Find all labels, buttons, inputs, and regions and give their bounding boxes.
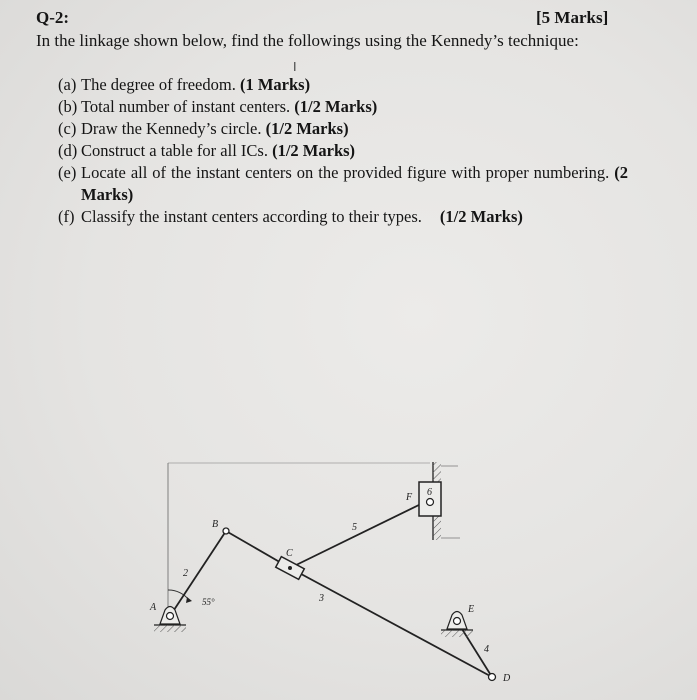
label-e: E [468, 604, 475, 615]
question-marks: [5 Marks] [536, 8, 609, 27]
text-cursor-icon: I [293, 60, 297, 74]
item-marks: (1 Marks) [239, 75, 311, 94]
item-tag: (f) [58, 207, 75, 226]
label-link-2: 2 [183, 568, 188, 579]
label-link-5: 5 [352, 522, 357, 533]
item-text: Locate all of the instant centers on the provided figure with proper numbering. (2 Marks) [81, 163, 628, 204]
pin-f [427, 499, 434, 506]
label-b: B [212, 519, 219, 530]
pin-c [288, 566, 292, 570]
link-2 [170, 531, 226, 616]
item-tag: (c) [58, 119, 77, 138]
item-tag: (a) [58, 75, 77, 94]
ground-pivot-e [441, 612, 473, 638]
label-d: D [503, 673, 511, 684]
pin-b [223, 528, 229, 534]
label-link-3: 3 [319, 593, 324, 604]
item-marks: (1/2 Marks) [439, 207, 523, 226]
label-a: A [150, 602, 157, 613]
pin-d [489, 674, 496, 681]
question-id: Q-2: [36, 8, 70, 27]
item-text: Total number of instant centers. (1/2 Marks) [81, 97, 378, 116]
question-intro: In the linkage shown below, find the followings using the Kennedy’s technique: [36, 31, 579, 50]
label-link-6: 6 [427, 487, 432, 498]
label-f: F [406, 492, 413, 503]
item-text: Draw the Kennedy’s circle. (1/2 Marks) [81, 119, 349, 138]
item-marks: (2 Marks) [81, 163, 628, 204]
item-tag: (b) [58, 97, 78, 116]
item-text: The degree of freedom. (1 Marks) [81, 75, 311, 94]
item-text: Classify the instant centers according to their types. (1/2 Marks) [81, 207, 523, 226]
label-link-4: 4 [484, 644, 489, 655]
item-marks: (1/2 Marks) [265, 119, 349, 138]
label-angle: 55° [202, 597, 215, 607]
link-5 [290, 502, 425, 568]
item-marks: (1/2 Marks) [294, 97, 378, 116]
item-marks: (1/2 Marks) [272, 141, 356, 160]
item-text: Construct a table for all ICs. (1/2 Marks) [81, 141, 356, 160]
item-tag: (e) [58, 163, 77, 182]
item-tag: (d) [58, 141, 78, 160]
label-c: C [286, 548, 293, 559]
ground-pivot-a [154, 607, 186, 633]
angle-arrow-icon [186, 597, 192, 603]
